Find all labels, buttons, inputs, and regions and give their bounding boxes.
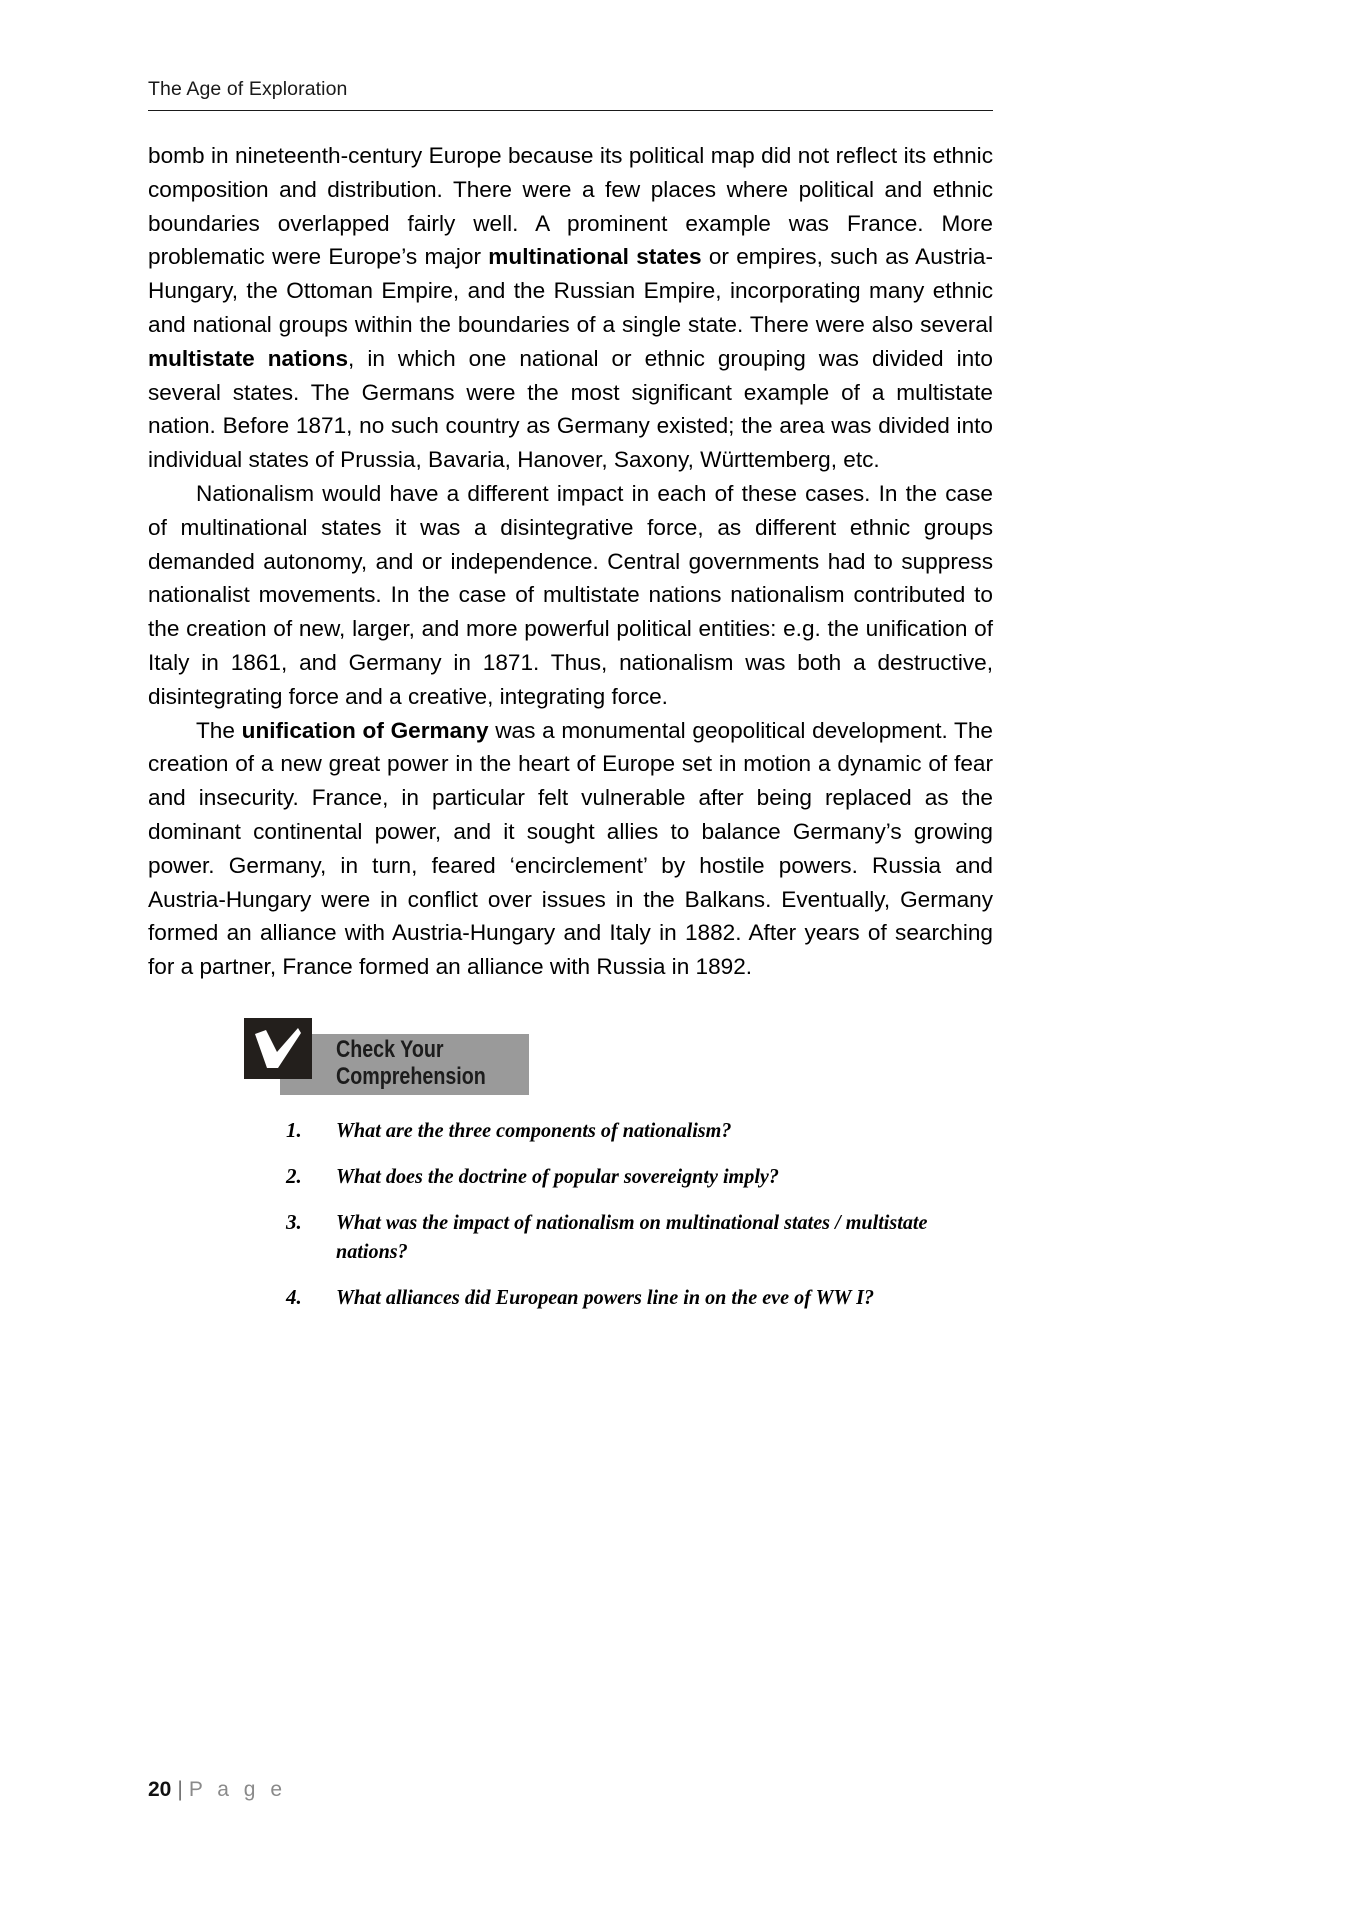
question-text: What was the impact of nationalism on multinational states / multistate nations?	[336, 1209, 928, 1263]
checkmark-icon	[244, 1018, 312, 1079]
running-header: The Age of Exploration	[148, 78, 348, 100]
comprehension-question-item	[148, 1283, 993, 1312]
comprehension-question-item	[148, 1208, 993, 1266]
par-nationalism-impact	[148, 477, 993, 714]
question-text: What does the doctrine of popular sovereignty imply?	[336, 1163, 779, 1188]
check-your-comprehension-badge	[148, 1018, 993, 1102]
badge-banner-line-1: Check Your	[336, 1035, 444, 1063]
par-nationalism-map	[148, 139, 993, 477]
text-run: bomb in nineteenth-century Europe because its political map did not reflect its ethnic composition and distribution. There were a few places where political and ethnic boundaries overlapped fairly well. A prominent example was France. More problematic were Europe’s major	[148, 143, 993, 270]
text-run: Nationalism would have a different impact in each of these cases. In the case of multinational states it was a disintegrative force, as different ethnic groups demanded autonomy, and or independence. Central governments had to suppress nationalist movements. In the case of multistate nations nationalism contributed to the creation of new, larger, and more powerful political entities: e.g. the unification of Italy in 1861, and Germany in 1871. Thus, nationalism was both a destructive, disintegrating force and a creative, integrating force.	[148, 480, 993, 709]
footer-page-word: P a g e	[188, 1778, 287, 1801]
body-text	[148, 139, 993, 984]
question-number: 3.	[286, 1209, 302, 1234]
text-run: , in which one national or ethnic grouping was divided into several states. The Germans were the most significant example of a multistate nation. Before 1871, no such country as Germany existed; the area was divided into individual states of Prussia, Bavaria, Hanover, Saxony, Württemberg, etc.	[148, 345, 993, 473]
text-run: was a monumental geopolitical development. The creation of a new great power in the heart of Europe set in motion a dynamic of fear and insecurity. France, in particular felt vulnerable after being replaced as the dominant continental power, and it sought allies to balance Germany’s growing power. Germany, in turn, feared ‘encirclement’ by hostile powers. Russia and Austria-Hungary were in conflict over issues in the Balkans. Eventually, Germany formed an alliance with Austria-Hungary and Italy in 1882. After years of searching for a partner, France formed an alliance with Russia in 1892.	[148, 717, 993, 980]
emphasis-term: multistate nations	[148, 345, 349, 371]
comprehension-question-item	[148, 1162, 993, 1191]
question-text: What alliances did European powers line in on the eve of WW I?	[336, 1284, 875, 1309]
emphasis-term: unification of Germany	[241, 717, 489, 743]
question-text: What are the three components of nationalism?	[336, 1117, 732, 1142]
footer-page-number: 20	[148, 1778, 172, 1801]
page-footer	[148, 1778, 287, 1802]
comprehension-question-item	[148, 1116, 993, 1145]
badge-banner	[280, 1034, 529, 1095]
footer-separator: |	[177, 1778, 183, 1801]
comprehension-question-list	[148, 1116, 993, 1312]
question-number: 2.	[286, 1163, 302, 1188]
header-divider	[148, 110, 993, 111]
text-run: or empires, such as Austria-Hungary, the Ottoman Empire, and the Russian Empire, incorporating many ethnic and national groups within the boundaries of a single state. There were also several	[148, 244, 994, 337]
text-run: The	[196, 717, 242, 743]
emphasis-term: multinational states	[488, 244, 702, 270]
par-unification-germany	[148, 714, 993, 984]
question-number: 4.	[286, 1284, 302, 1309]
page-content	[148, 78, 993, 1329]
badge-banner-line-2: Comprehension	[336, 1062, 486, 1090]
question-number: 1.	[286, 1117, 302, 1142]
